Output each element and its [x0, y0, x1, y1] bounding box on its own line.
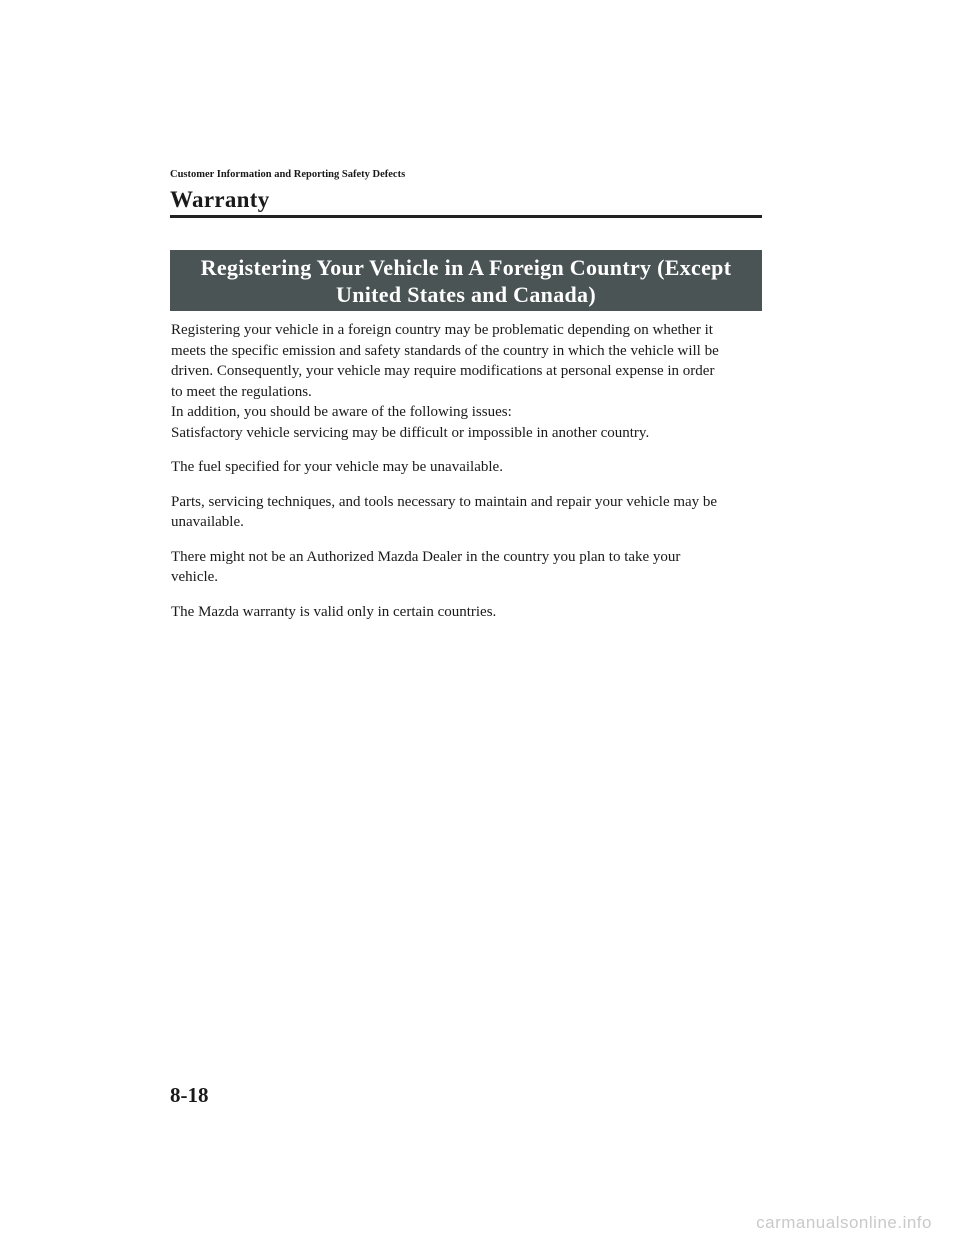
intro-line: to meet the regulations.: [171, 383, 312, 400]
topic-banner: [170, 250, 762, 311]
body-content: [171, 320, 761, 622]
issue-line: Satisfactory vehicle servicing may be difficult or impossible in another country.: [171, 424, 650, 441]
intro-line: meets the specific emission and safety standards of the country in which the vehicle will be: [171, 342, 719, 359]
issue-item: [171, 423, 761, 444]
issue-line: unavailable.: [171, 514, 244, 530]
issue-line: The Mazda warranty is valid only in certain countries.: [171, 603, 497, 620]
issue-line: There might not be an Authorized Mazda Dealer in the country you plan to take your: [171, 548, 681, 565]
page-header: [170, 168, 762, 214]
section-title: Warranty: [170, 187, 270, 212]
issue-line: Parts, servicing techniques, and tools necessary to maintain and repair your vehicle may be: [171, 493, 718, 510]
intro-line: driven. Consequently, your vehicle may require modifications at personal expense in order: [171, 363, 715, 379]
intro-paragraph: [171, 320, 761, 402]
chapter-label: Customer Information and Reporting Safety Defects: [170, 169, 406, 180]
header-divider: [170, 215, 762, 218]
banner-line-1: Registering Your Vehicle in A Foreign Country (Except: [200, 255, 732, 280]
issue-item: [171, 547, 761, 588]
issue-item: [171, 457, 761, 478]
page-number: 8-18: [170, 1083, 209, 1107]
issue-line: The fuel specified for your vehicle may be unavailable.: [171, 459, 503, 475]
intro-line: Registering your vehicle in a foreign country may be problematic depending on whether it: [171, 322, 713, 338]
issue-line: vehicle.: [171, 569, 219, 585]
banner-line-2: United States and Canada): [336, 282, 596, 307]
issue-item: [171, 602, 761, 623]
watermark: carmanualsonline.info: [756, 1213, 932, 1232]
aware-line: In addition, you should be aware of the following issues:: [171, 404, 512, 420]
issue-item: [171, 492, 761, 533]
